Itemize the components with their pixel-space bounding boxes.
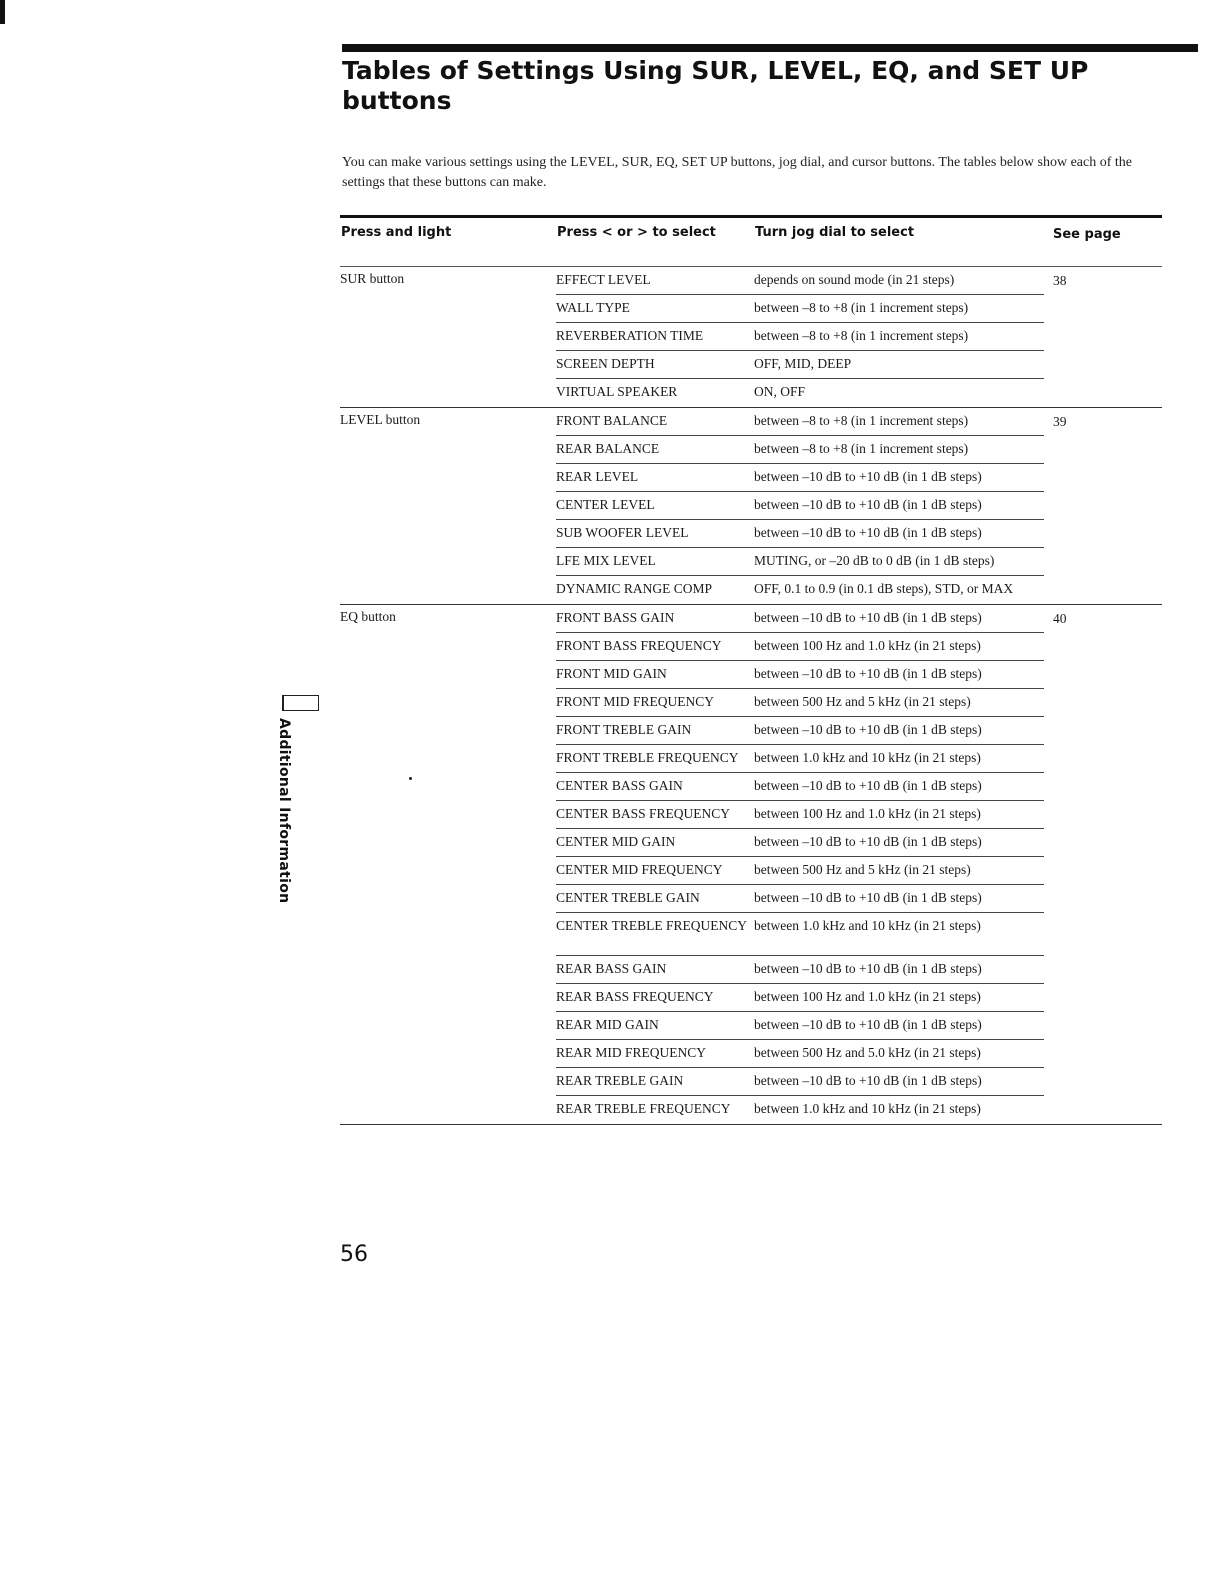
table-row bbox=[556, 323, 1044, 351]
table-row bbox=[556, 913, 1044, 956]
page-title: Tables of Settings Using SUR, LEVEL, EQ, and SET UP buttons bbox=[342, 56, 1089, 115]
table-body bbox=[340, 267, 1162, 1125]
table-row bbox=[556, 436, 1044, 464]
setting-name: REAR TREBLE GAIN bbox=[556, 1073, 684, 1088]
setting-range: between –10 dB to +10 dB (in 1 dB steps) bbox=[754, 961, 982, 976]
table-group bbox=[340, 605, 1162, 1125]
page-edge-mark bbox=[0, 0, 5, 24]
setting-range: between –10 dB to +10 dB (in 1 dB steps) bbox=[754, 610, 982, 625]
setting-name: FRONT TREBLE FREQUENCY bbox=[556, 750, 739, 765]
setting-name: EFFECT LEVEL bbox=[556, 272, 651, 287]
table-row bbox=[556, 492, 1044, 520]
setting-range: between 1.0 kHz and 10 kHz (in 21 steps) bbox=[754, 750, 981, 765]
setting-range: between –8 to +8 (in 1 increment steps) bbox=[754, 300, 969, 315]
table-row bbox=[556, 661, 1044, 689]
table-row bbox=[556, 956, 1044, 984]
setting-name: CENTER MID FREQUENCY bbox=[556, 862, 723, 877]
setting-name: FRONT MID GAIN bbox=[556, 666, 667, 681]
setting-range: between 1.0 kHz and 10 kHz (in 21 steps) bbox=[754, 918, 981, 933]
section-tab-marker bbox=[282, 695, 319, 711]
setting-range: depends on sound mode (in 21 steps) bbox=[754, 272, 955, 287]
setting-name: CENTER TREBLE GAIN bbox=[556, 890, 700, 905]
setting-range: between –10 dB to +10 dB (in 1 dB steps) bbox=[754, 834, 982, 849]
table-row bbox=[556, 605, 1044, 633]
table-row bbox=[556, 1096, 1044, 1124]
setting-name: DYNAMIC RANGE COMP bbox=[556, 581, 713, 596]
group-button-label: SUR button bbox=[340, 271, 405, 286]
setting-name: FRONT BALANCE bbox=[556, 413, 668, 428]
setting-name: REAR MID GAIN bbox=[556, 1017, 659, 1032]
setting-name: REAR LEVEL bbox=[556, 469, 639, 484]
setting-range: OFF, 0.1 to 0.9 (in 0.1 dB steps), STD, or MAX bbox=[754, 581, 1014, 596]
table-row bbox=[556, 689, 1044, 717]
group-see-page: 40 bbox=[1053, 611, 1067, 626]
table-row bbox=[556, 295, 1044, 323]
setting-range: between 500 Hz and 5 kHz (in 21 steps) bbox=[754, 862, 971, 877]
setting-range: between –10 dB to +10 dB (in 1 dB steps) bbox=[754, 666, 982, 681]
header-press-to-select: Press < or > to select bbox=[557, 225, 716, 240]
setting-range: between 500 Hz and 5 kHz (in 21 steps) bbox=[754, 694, 971, 709]
setting-name: FRONT BASS FREQUENCY bbox=[556, 638, 722, 653]
setting-name: CENTER LEVEL bbox=[556, 497, 655, 512]
table-row bbox=[556, 351, 1044, 379]
setting-name: REAR BASS GAIN bbox=[556, 961, 667, 976]
table-row bbox=[556, 408, 1044, 436]
setting-name: REAR BASS FREQUENCY bbox=[556, 989, 714, 1004]
setting-name: WALL TYPE bbox=[556, 300, 630, 315]
setting-name: CENTER BASS GAIN bbox=[556, 778, 683, 793]
table-row bbox=[556, 717, 1044, 745]
setting-name: CENTER BASS FREQUENCY bbox=[556, 806, 731, 821]
setting-name: FRONT BASS GAIN bbox=[556, 610, 675, 625]
group-see-page: 38 bbox=[1053, 273, 1067, 288]
setting-range: ON, OFF bbox=[754, 384, 806, 399]
setting-name: REVERBERATION TIME bbox=[556, 328, 704, 343]
setting-range: MUTING, or –20 dB to 0 dB (in 1 dB steps) bbox=[754, 553, 995, 568]
table-row bbox=[556, 857, 1044, 885]
setting-range: between –10 dB to +10 dB (in 1 dB steps) bbox=[754, 469, 982, 484]
table-group bbox=[340, 267, 1162, 408]
table-row bbox=[556, 1040, 1044, 1068]
table-row bbox=[556, 520, 1044, 548]
setting-name: CENTER MID GAIN bbox=[556, 834, 676, 849]
table-header bbox=[340, 218, 1162, 267]
table-row bbox=[556, 829, 1044, 857]
header-turn-jog-dial: Turn jog dial to select bbox=[755, 225, 915, 240]
setting-name: CENTER TREBLE FREQUENCY bbox=[556, 918, 748, 933]
setting-range: between –10 dB to +10 dB (in 1 dB steps) bbox=[754, 1073, 982, 1088]
setting-range: OFF, MID, DEEP bbox=[754, 356, 852, 371]
setting-name: FRONT MID FREQUENCY bbox=[556, 694, 715, 709]
setting-name: REAR MID FREQUENCY bbox=[556, 1045, 707, 1060]
table-row bbox=[556, 885, 1044, 913]
setting-name: FRONT TREBLE GAIN bbox=[556, 722, 692, 737]
table-row bbox=[556, 1068, 1044, 1096]
stray-dot bbox=[409, 777, 412, 780]
setting-range: between –8 to +8 (in 1 increment steps) bbox=[754, 413, 969, 428]
side-section-label: Additional Information bbox=[276, 718, 292, 904]
group-button-label: LEVEL button bbox=[340, 412, 421, 427]
setting-range: between –10 dB to +10 dB (in 1 dB steps) bbox=[754, 525, 982, 540]
header-press-and-light: Press and light bbox=[341, 225, 452, 240]
setting-name: REAR TREBLE FREQUENCY bbox=[556, 1101, 731, 1116]
table-row bbox=[556, 548, 1044, 576]
table-row bbox=[556, 633, 1044, 661]
page-number: 56 bbox=[340, 1242, 368, 1267]
title-rule bbox=[342, 44, 1198, 52]
table-row bbox=[556, 267, 1044, 295]
table-row bbox=[556, 1012, 1044, 1040]
table-row bbox=[556, 801, 1044, 829]
setting-name: SCREEN DEPTH bbox=[556, 356, 655, 371]
setting-range: between 100 Hz and 1.0 kHz (in 21 steps) bbox=[754, 989, 981, 1004]
table-group bbox=[340, 408, 1162, 605]
setting-name: LFE MIX LEVEL bbox=[556, 553, 656, 568]
setting-range: between –10 dB to +10 dB (in 1 dB steps) bbox=[754, 497, 982, 512]
setting-range: between –10 dB to +10 dB (in 1 dB steps) bbox=[754, 890, 982, 905]
group-button-label: EQ button bbox=[340, 609, 396, 624]
setting-range: between –10 dB to +10 dB (in 1 dB steps) bbox=[754, 1017, 982, 1032]
table-row bbox=[556, 576, 1044, 604]
table-row bbox=[556, 379, 1044, 407]
setting-range: between 100 Hz and 1.0 kHz (in 21 steps) bbox=[754, 638, 981, 653]
setting-range: between 100 Hz and 1.0 kHz (in 21 steps) bbox=[754, 806, 981, 821]
setting-range: between –8 to +8 (in 1 increment steps) bbox=[754, 328, 969, 343]
group-see-page: 39 bbox=[1053, 414, 1067, 429]
setting-range: between 1.0 kHz and 10 kHz (in 21 steps) bbox=[754, 1101, 981, 1116]
header-see-page: See page bbox=[1053, 227, 1121, 242]
setting-range: between –8 to +8 (in 1 increment steps) bbox=[754, 441, 969, 456]
settings-table bbox=[340, 215, 1162, 1125]
intro-paragraph: You can make various settings using the LEVEL, SUR, EQ, SET UP buttons, jog dial, and cursor buttons. The tables below show each of the settings that these buttons can make. bbox=[342, 155, 1133, 190]
table-row bbox=[556, 773, 1044, 801]
table-row bbox=[556, 984, 1044, 1012]
table-row bbox=[556, 464, 1044, 492]
setting-range: between 500 Hz and 5.0 kHz (in 21 steps) bbox=[754, 1045, 981, 1060]
table-row bbox=[556, 745, 1044, 773]
setting-name: VIRTUAL SPEAKER bbox=[556, 384, 678, 399]
setting-range: between –10 dB to +10 dB (in 1 dB steps) bbox=[754, 722, 982, 737]
setting-name: SUB WOOFER LEVEL bbox=[556, 525, 689, 540]
setting-name: REAR BALANCE bbox=[556, 441, 660, 456]
setting-range: between –10 dB to +10 dB (in 1 dB steps) bbox=[754, 778, 982, 793]
